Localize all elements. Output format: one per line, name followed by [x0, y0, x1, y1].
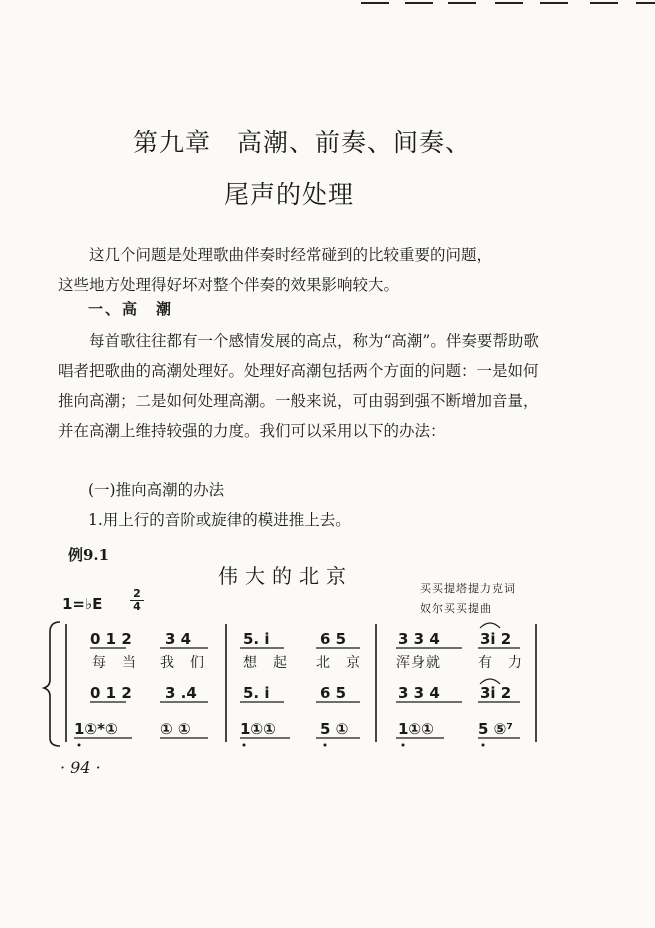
intro-line1: 这几个问题是处理歌曲伴奏时经常碰到的比较重要的问题，: [89, 246, 493, 264]
system-bracket: [44, 622, 60, 746]
section-heading: 一、高 潮: [88, 300, 174, 318]
lyric: 我 们: [160, 655, 205, 671]
sub-heading: (一)推向高潮的办法: [88, 481, 225, 499]
lyric: 有 力: [478, 655, 523, 671]
chapter-title-line2: 尾声的处理: [224, 180, 355, 209]
lyric: 北 京: [316, 655, 361, 671]
melody-note: 0 1 2: [90, 630, 132, 648]
bass-note: 5 ⑤⁷: [478, 720, 513, 738]
melody-note: 6 5: [320, 630, 347, 648]
melody-note: 3 4: [165, 630, 192, 648]
bass-note: ① ①: [160, 720, 191, 738]
accomp-note: 0 1 2: [90, 684, 132, 702]
accomp-note: 6 5: [320, 684, 347, 702]
meter-top: 2: [133, 587, 141, 600]
bass-note: 1①①: [240, 720, 276, 738]
accomp-note: 3i 2: [480, 684, 512, 702]
accomp-note: 3 3 4: [398, 684, 440, 702]
melody-note: 3 3 4: [398, 630, 440, 648]
slur: [480, 623, 500, 628]
intro-line2: 这些地方处理得好坏对整个伴奏的效果影响较大。: [58, 276, 400, 294]
lyric: 想 起: [243, 655, 288, 671]
bass-note: 5 ①: [320, 720, 349, 738]
bass-note: 1①*①: [74, 720, 118, 738]
melody-note: 3i 2: [480, 630, 512, 648]
composer-credit: 奴尔买买提曲: [420, 602, 492, 615]
example-label: 例9.1: [68, 546, 110, 564]
key-signature: 1=♭E: [62, 595, 103, 613]
accomp-note: 5. i: [243, 684, 270, 702]
lyric: 每 当: [92, 655, 137, 671]
song-title: 伟大的北京: [218, 564, 353, 588]
page-number: · 94 ·: [60, 758, 101, 777]
melody-note: 5. i: [243, 630, 270, 648]
accomp-note: 3 .4: [165, 684, 197, 702]
bass-note: 1①①: [398, 720, 434, 738]
lyricist-credit: 买买提塔提力克词: [420, 582, 516, 595]
section-paragraph: 每首歌往往都有一个感情发展的高点，称为“高潮”。伴奏要帮助歌唱者把歌曲的高潮处理好。处理好高潮包括两个方面的问题：一是如何推向高潮；二是如何处理高潮。一般来说，可由弱到强不断增加音量，并在高潮上维持较强的力度。我们可以采用以下的办法：: [58, 332, 539, 440]
list-item: 1.用上行的音阶或旋律的模进推上去。: [88, 511, 351, 529]
chapter-title-line1: 第九章 高潮、前奏、间奏、: [133, 128, 472, 157]
beam-lines-melody: [74, 648, 520, 738]
lyric: 浑身就: [396, 655, 441, 671]
meter-bottom: 4: [130, 600, 144, 613]
